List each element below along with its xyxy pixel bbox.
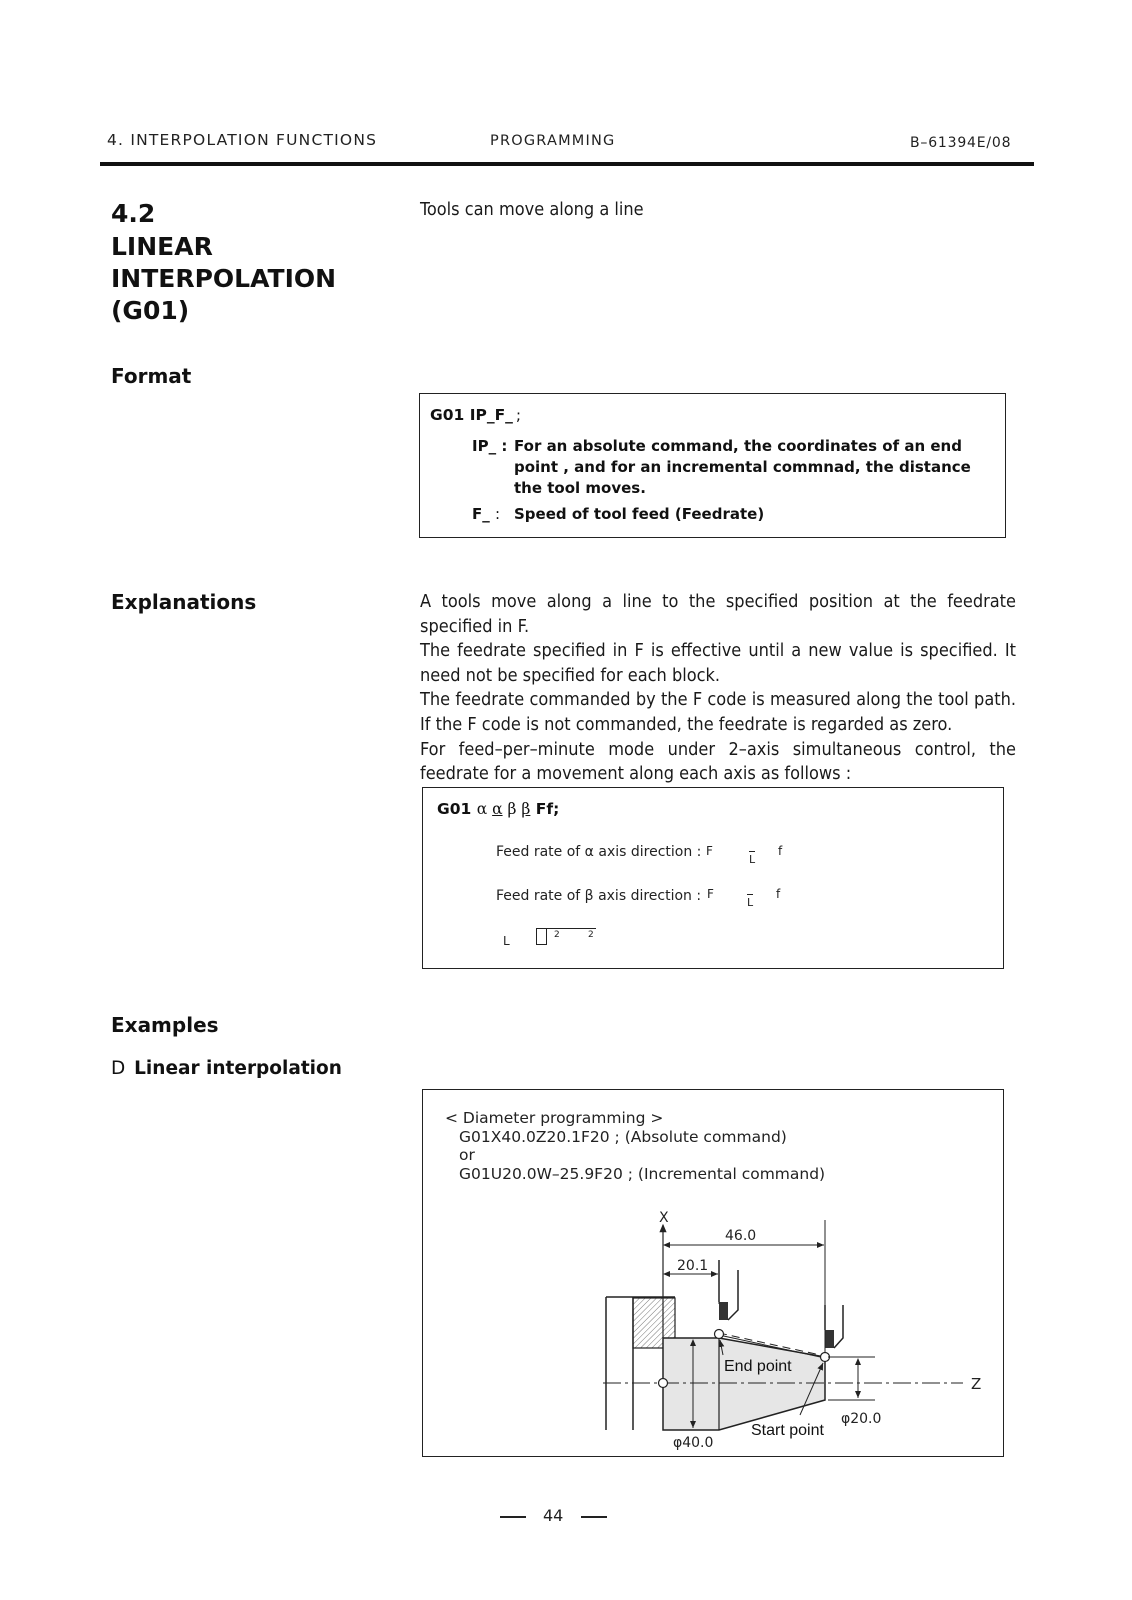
ip-key: IP_ <box>472 437 497 455</box>
sqrt-bar <box>546 928 596 929</box>
subheading-text: Linear interpolation <box>134 1058 342 1079</box>
explanation-para-3: The feedrate commanded by the F code is measured along the tool path. If the F code is not commanded, the feedrate is regarded as zero. <box>420 689 1016 735</box>
format-heading: Format <box>111 364 192 388</box>
explanation-para-1: A tools move along a line to the specified position at the feedrate specified in F. <box>420 591 1016 637</box>
header-part: PROGRAMMING <box>490 133 616 149</box>
x-axis-label: X <box>659 1210 669 1226</box>
header-chapter: 4. INTERPOLATION FUNCTIONS <box>107 131 378 149</box>
workpiece <box>663 1338 825 1430</box>
start-point-label: Start point <box>751 1422 824 1439</box>
L-def: L <box>503 934 510 948</box>
format-ip-key <box>472 436 507 457</box>
footer-line-left <box>500 1516 526 1518</box>
tool-start <box>825 1330 834 1348</box>
example-box <box>422 1089 1004 1457</box>
format-f-desc: Speed of tool feed (Feedrate) <box>514 505 765 523</box>
alpha-feed-label: Feed rate of α axis direction : <box>496 844 702 860</box>
footer-line-right <box>581 1516 607 1518</box>
formula-cmd: G01 <box>437 800 472 818</box>
section-number: 4.2 <box>111 199 156 228</box>
alpha-F: F <box>706 844 713 858</box>
beta-F: F <box>707 887 714 901</box>
page-number: 44 <box>543 1506 564 1525</box>
formula-command <box>437 800 559 818</box>
alpha-f: f <box>778 844 783 858</box>
format-command <box>430 406 521 424</box>
dia-40-label: φ40.0 <box>673 1435 714 1451</box>
beta-feed-label: Feed rate of β axis direction : <box>496 888 702 904</box>
explanation-para-2: The feedrate specified in F is effective until a new value is specified. It need not be specified for each block. <box>420 640 1016 686</box>
ip-sep: : <box>501 437 508 455</box>
examples-subheading <box>111 1058 342 1079</box>
dim-201-label: 20.1 <box>677 1258 709 1274</box>
explanations-text <box>420 590 1016 787</box>
format-command-suffix: ; <box>515 406 522 424</box>
sup-2-a: 2 <box>554 930 560 940</box>
end-point-marker <box>715 1330 724 1339</box>
beta-L: L <box>747 896 754 909</box>
formula-cmd-tail: Ff <box>535 800 554 818</box>
format-ip-desc <box>514 436 984 499</box>
section-title-line-3: (G01) <box>111 296 190 325</box>
sqrt-symbol <box>536 928 547 945</box>
lathe-diagram <box>423 1090 1003 1456</box>
section-intro: Tools can move along a line <box>420 199 644 220</box>
formula-cmd-end: ; <box>553 800 560 818</box>
f-sep: : <box>494 505 501 523</box>
explanation-para-4: For feed–per–minute mode under 2–axis simultaneous control, the feedrate for a movement along each axis as follows : <box>420 738 1016 785</box>
header-rule <box>100 162 1034 166</box>
formula-greek: α α β β <box>476 800 531 818</box>
code-line-2: G01X40.0Z20.1F20 ; (Absolute command) <box>459 1128 787 1146</box>
ip-desc-line-2: point , and for an incremental commnad, the distance <box>514 458 971 476</box>
dim-46-label: 46.0 <box>725 1228 757 1244</box>
format-box <box>419 393 1006 538</box>
f-key: F_ <box>472 505 490 523</box>
sup-2-b: 2 <box>588 930 594 940</box>
ip-desc-line-3: the tool moves. <box>514 479 646 497</box>
end-point-label: End point <box>724 1358 792 1375</box>
explanations-heading: Explanations <box>111 590 257 614</box>
origin-marker <box>659 1379 668 1388</box>
code-line-1: < Diameter programming > <box>445 1109 664 1127</box>
format-command-text: G01 IP_F_ <box>430 406 513 424</box>
section-title-line-2: INTERPOLATION <box>111 264 337 293</box>
code-line-4: G01U20.0W–25.9F20 ; (Incremental command) <box>459 1165 826 1183</box>
code-line-3: or <box>459 1146 475 1164</box>
beta-f: f <box>776 887 781 901</box>
alpha-L: L <box>749 853 756 866</box>
examples-heading: Examples <box>111 1013 219 1037</box>
bullet-d: D <box>111 1058 126 1079</box>
format-f-key <box>472 504 500 525</box>
header-doc-id: B–61394E/08 <box>910 135 1012 151</box>
ip-desc-line-1: For an absolute command, the coordinates of an end <box>514 437 962 455</box>
tool-end <box>719 1302 728 1320</box>
section-title-line-1: LINEAR <box>111 232 213 261</box>
formula-box <box>422 787 1004 969</box>
dia-20-label: φ20.0 <box>841 1411 882 1427</box>
z-axis-label: Z <box>971 1375 982 1393</box>
